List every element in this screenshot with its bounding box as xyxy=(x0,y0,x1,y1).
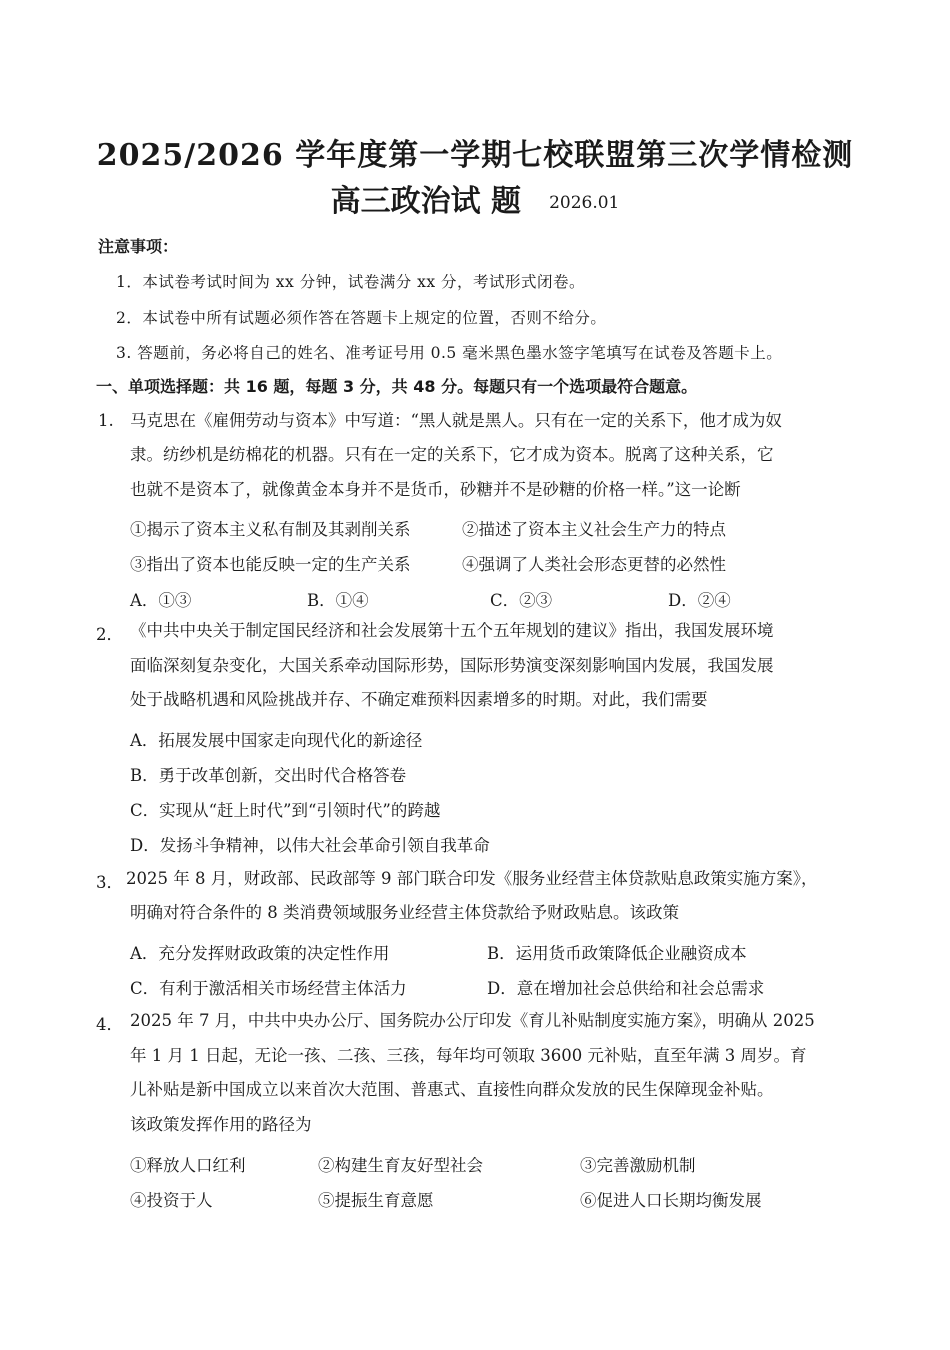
statement: ①揭示了资本主义私有制及其剥削关系 xyxy=(130,520,411,539)
option: A．充分发挥财政政策的决定性作用 xyxy=(130,944,390,963)
option: B．勇于改革创新，交出时代合格答卷 xyxy=(130,766,407,785)
statement: ⑤提振生育意愿 xyxy=(318,1191,434,1210)
option: B．①④ xyxy=(307,591,369,610)
section-heading: 一、单项选择题：共 16 题，每题 3 分，共 48 分。每题只有一个选项最符合题意。 xyxy=(96,377,698,396)
option: C．有利于激活相关市场经营主体活力 xyxy=(130,979,407,998)
question-line: 年 1 月 1 日起，无论一孩、二孩、三孩，每年均可领取 3600 元补贴，直至年满 3 周岁。育 xyxy=(130,1046,807,1065)
statement: ④投资于人 xyxy=(130,1191,213,1210)
question-line: 也就不是资本了，就像黄金本身并不是货币，砂糖并不是砂糖的价格一样。”这一论断 xyxy=(130,480,741,499)
statement: ④强调了人类社会形态更替的必然性 xyxy=(462,555,726,574)
question-line: 2025 年 8 月，财政部、民政部等 9 部门联合印发《服务业经营主体贷款贴息政策实施方案》， xyxy=(126,869,818,888)
notice-heading: 注意事项： xyxy=(98,237,179,256)
question-line: 该政策发挥作用的路径为 xyxy=(130,1115,312,1134)
question-number: 1. xyxy=(98,411,114,430)
page-subtitle xyxy=(0,176,950,220)
option: C．②③ xyxy=(490,591,553,610)
statement: ③指出了资本也能反映一定的生产关系 xyxy=(130,555,411,574)
question-line: 2025 年 7 月，中共中央办公厅、国务院办公厅印发《育儿补贴制度实施方案》，明确从 2025 xyxy=(130,1011,815,1030)
notice-item: 3. 答题前，务必将自己的姓名、准考证号用 0.5 毫米黑色墨水签字笔填写在试卷及答题卡上。 xyxy=(116,344,783,362)
option: A．①③ xyxy=(130,591,192,610)
subtitle-text: 高三政治试 题 xyxy=(330,184,522,219)
question-number: 4． xyxy=(96,1015,123,1034)
question-line: 《中共中央关于制定国民经济和社会发展第十五个五年规划的建议》指出，我国发展环境 xyxy=(130,621,774,640)
option: A．拓展发展中国家走向现代化的新途径 xyxy=(130,731,423,750)
option: D．发扬斗争精神，以伟大社会革命引领自我革命 xyxy=(130,836,490,855)
exam-date: 2026.01 xyxy=(549,193,620,213)
option: D．②④ xyxy=(668,591,731,610)
statement: ①释放人口红利 xyxy=(130,1156,246,1175)
question-line: 儿补贴是新中国成立以来首次大范围、普惠式、直接性向群众发放的民生保障现金补贴。 xyxy=(130,1080,774,1099)
notice-item: 2．本试卷中所有试题必须作答在答题卡上规定的位置，否则不给分。 xyxy=(116,309,607,327)
question-line: 马克思在《雇佣劳动与资本》中写道：“黑人就是黑人。只有在一定的关系下，他才成为奴 xyxy=(130,411,782,430)
statement: ③完善激励机制 xyxy=(580,1156,696,1175)
question-number: 2． xyxy=(96,625,123,644)
notice-item: 1．本试卷考试时间为 xx 分钟，试卷满分 xx 分，考试形式闭卷。 xyxy=(116,273,586,291)
option: C．实现从“赶上时代”到“引领时代”的跨越 xyxy=(130,801,441,820)
question-line: 面临深刻复杂变化，大国关系牵动国际形势，国际形势演变深刻影响国内发展，我国发展 xyxy=(130,656,774,675)
option: B．运用货币政策降低企业融资成本 xyxy=(487,944,747,963)
statement: ⑥促进人口长期均衡发展 xyxy=(580,1191,762,1210)
statement: ②描述了资本主义社会生产力的特点 xyxy=(462,520,726,539)
statement: ②构建生育友好型社会 xyxy=(318,1156,483,1175)
option: D．意在增加社会总供给和社会总需求 xyxy=(487,979,765,998)
question-line: 明确对符合条件的 8 类消费领域服务业经营主体贷款给予财政贴息。该政策 xyxy=(130,903,679,922)
question-number: 3． xyxy=(96,873,123,892)
question-line: 隶。纺纱机是纺棉花的机器。只有在一定的关系下，它才成为资本。脱离了这种关系，它 xyxy=(130,445,774,464)
page-title: 2025/2026 学年度第一学期七校联盟第三次学情检测 xyxy=(96,138,854,173)
question-line: 处于战略机遇和风险挑战并存、不确定难预料因素增多的时期。对此，我们需要 xyxy=(130,690,708,709)
